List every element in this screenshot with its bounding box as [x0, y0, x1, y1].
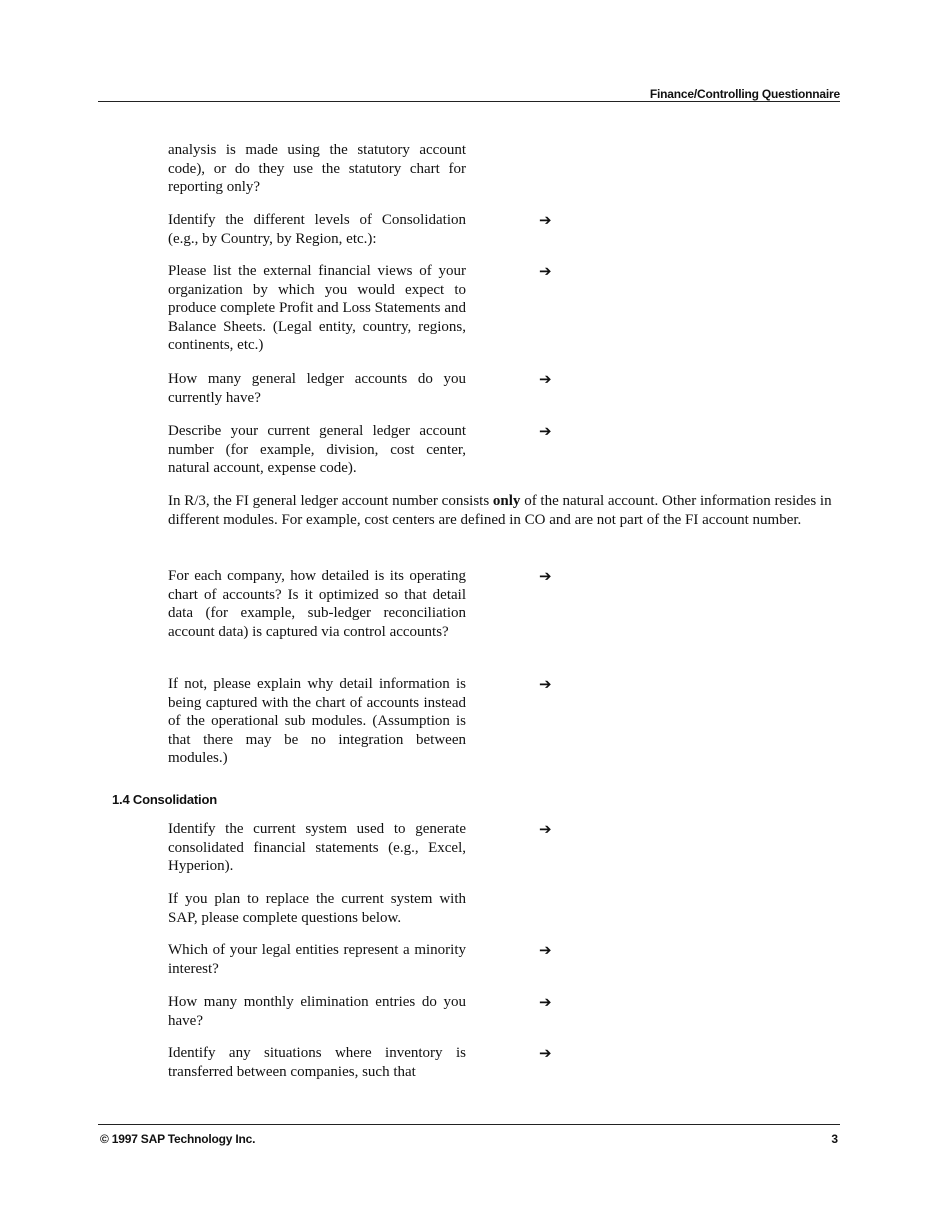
- footer-copyright: © 1997 SAP Technology Inc.: [100, 1132, 256, 1146]
- arrow-icon: ➔: [539, 370, 552, 388]
- section-heading: 1.4 Consolidation: [112, 792, 217, 807]
- header-title: Finance/Controlling Questionnaire: [649, 87, 840, 101]
- arrow-icon: ➔: [539, 993, 552, 1011]
- arrow-icon: ➔: [539, 567, 552, 585]
- question-text: How many general ledger accounts do you currently have?: [168, 371, 466, 406]
- arrow-icon: ➔: [539, 820, 552, 838]
- question-text: Identify any situations where inventory is transferred between companies, such that: [168, 1045, 466, 1080]
- page-number: 3: [831, 1132, 838, 1146]
- question-text: If you plan to replace the current system with SAP, please complete questions below.: [168, 891, 466, 926]
- footer-rule: [98, 1124, 840, 1125]
- question-text: Identify the different levels of Consolidation (e.g., by Country, by Region, etc.):: [168, 212, 466, 247]
- question-text: Which of your legal entities represent a minority interest?: [168, 942, 466, 977]
- question-text: Describe your current general ledger account number (for example, division, cost center, natural account, expense code).: [168, 423, 466, 477]
- note-emphasis: only: [492, 493, 521, 509]
- note-text: of the natural account. Other information resides in different modules. For example, cost centers are defined in CO and are not part of the FI account number.: [168, 493, 832, 528]
- arrow-icon: ➔: [539, 1044, 552, 1062]
- question-text: analysis is made using the statutory account code), or do they use the statutory chart for reporting only?: [168, 142, 466, 196]
- arrow-icon: ➔: [539, 422, 552, 440]
- arrow-icon: ➔: [539, 675, 552, 693]
- question-text: Please list the external financial views of your organization by which you would expect to produce complete Profit and Loss Statements and Balance Sheets. (Legal entity, country, regions, continents, etc.): [168, 263, 466, 354]
- question-text: How many monthly elimination entries do you have?: [168, 994, 466, 1029]
- note-text: In R/3, the FI general ledger account number consists: [168, 493, 493, 509]
- question-text: For each company, how detailed is its operating chart of accounts? Is it optimized so that detail data (for example, sub-ledger reconciliation account data) is captured via control accounts?: [168, 568, 466, 640]
- arrow-icon: ➔: [539, 211, 552, 229]
- question-text: Identify the current system used to generate consolidated financial statements (e.g., Excel, Hyperion).: [168, 821, 466, 875]
- arrow-icon: ➔: [539, 262, 552, 280]
- arrow-icon: ➔: [539, 941, 552, 959]
- question-text: If not, please explain why detail information is being captured with the chart of accounts instead of the operational sub modules. (Assumption is that there may be no integration between modules.): [168, 676, 466, 767]
- header-rule: [98, 101, 840, 102]
- note-paragraph: [168, 492, 840, 529]
